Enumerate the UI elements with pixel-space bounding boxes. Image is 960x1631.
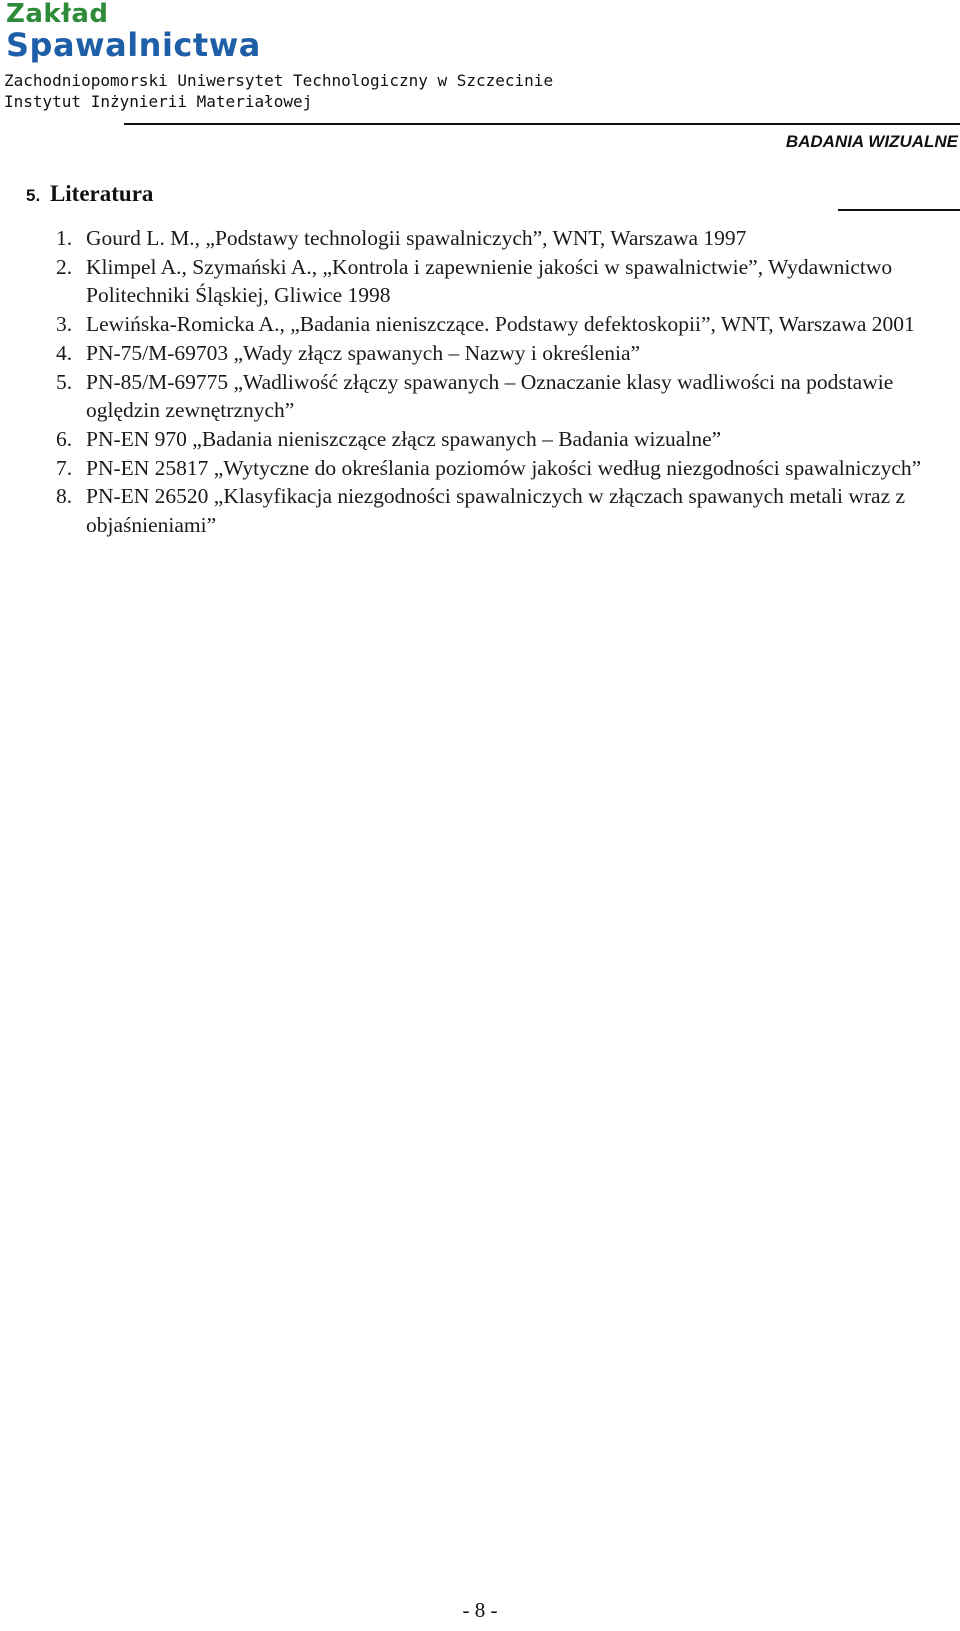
badge-divider	[838, 209, 960, 211]
university-name: Zachodniopomorski Uniwersytet Technologiczny w Szczecinie	[4, 71, 554, 90]
reference-number: 3.	[56, 312, 73, 337]
reference-text: PN-EN 970 „Badania nieniszczące złącz spawanych – Badania wizualne”	[86, 426, 722, 451]
reference-text: PN-75/M-69703 „Wady złącz spawanych – Nazwy i określenia”	[86, 340, 641, 365]
section-title: Literatura	[49, 181, 154, 206]
logo-title-line2: Spawalnictwa	[6, 26, 261, 64]
reference-number: 4.	[56, 340, 73, 365]
reference-item	[52, 368, 932, 425]
reference-item	[52, 425, 932, 454]
header-divider	[124, 123, 960, 125]
reference-text: PN-85/M-69775 „Wadliwość złączy spawanych – Oznaczanie klasy wadliwości na podstawie oględzin zewnętrznych”	[86, 369, 894, 423]
section-badge: BADANIA WIZUALNE	[785, 132, 958, 151]
section-number: 5.	[26, 186, 41, 205]
reference-number: 2.	[56, 254, 73, 279]
reference-number: 6.	[56, 426, 73, 451]
reference-text: PN-EN 25817 „Wytyczne do określania poziomów jakości według niezgodności spawalniczych”	[86, 455, 922, 480]
reference-item	[52, 482, 932, 539]
reference-list	[52, 224, 932, 540]
logo	[6, 0, 261, 62]
reference-item	[52, 224, 932, 253]
reference-number: 8.	[56, 484, 73, 509]
logo-title-line1: Zakład	[6, 0, 109, 29]
reference-number: 7.	[56, 455, 73, 480]
reference-text: Lewińska-Romicka A., „Badania nieniszczące. Podstawy defektoskopii”, WNT, Warszawa 2001	[86, 312, 915, 337]
reference-text: PN-EN 26520 „Klasyfikacja niezgodności spawalniczych w złączach spawanych metali wraz z objaśnieniami”	[86, 484, 906, 538]
reference-item	[52, 310, 932, 339]
reference-item	[52, 339, 932, 368]
page-number: - 8 -	[462, 1598, 498, 1622]
reference-text: Gourd L. M., „Podstawy technologii spawalniczych”, WNT, Warszawa 1997	[86, 226, 747, 250]
reference-number: 5.	[56, 369, 73, 394]
institute-name: Instytut Inżynierii Materiałowej	[4, 92, 313, 111]
section-heading	[26, 180, 153, 210]
reference-item	[52, 454, 932, 483]
reference-number: 1.	[56, 226, 73, 250]
reference-text: Klimpel A., Szymański A., „Kontrola i zapewnienie jakości w spawalnictwie”, Wydawnictwo Politechniki Śląskiej, Gliwice 1998	[86, 254, 893, 308]
reference-item	[52, 253, 932, 310]
